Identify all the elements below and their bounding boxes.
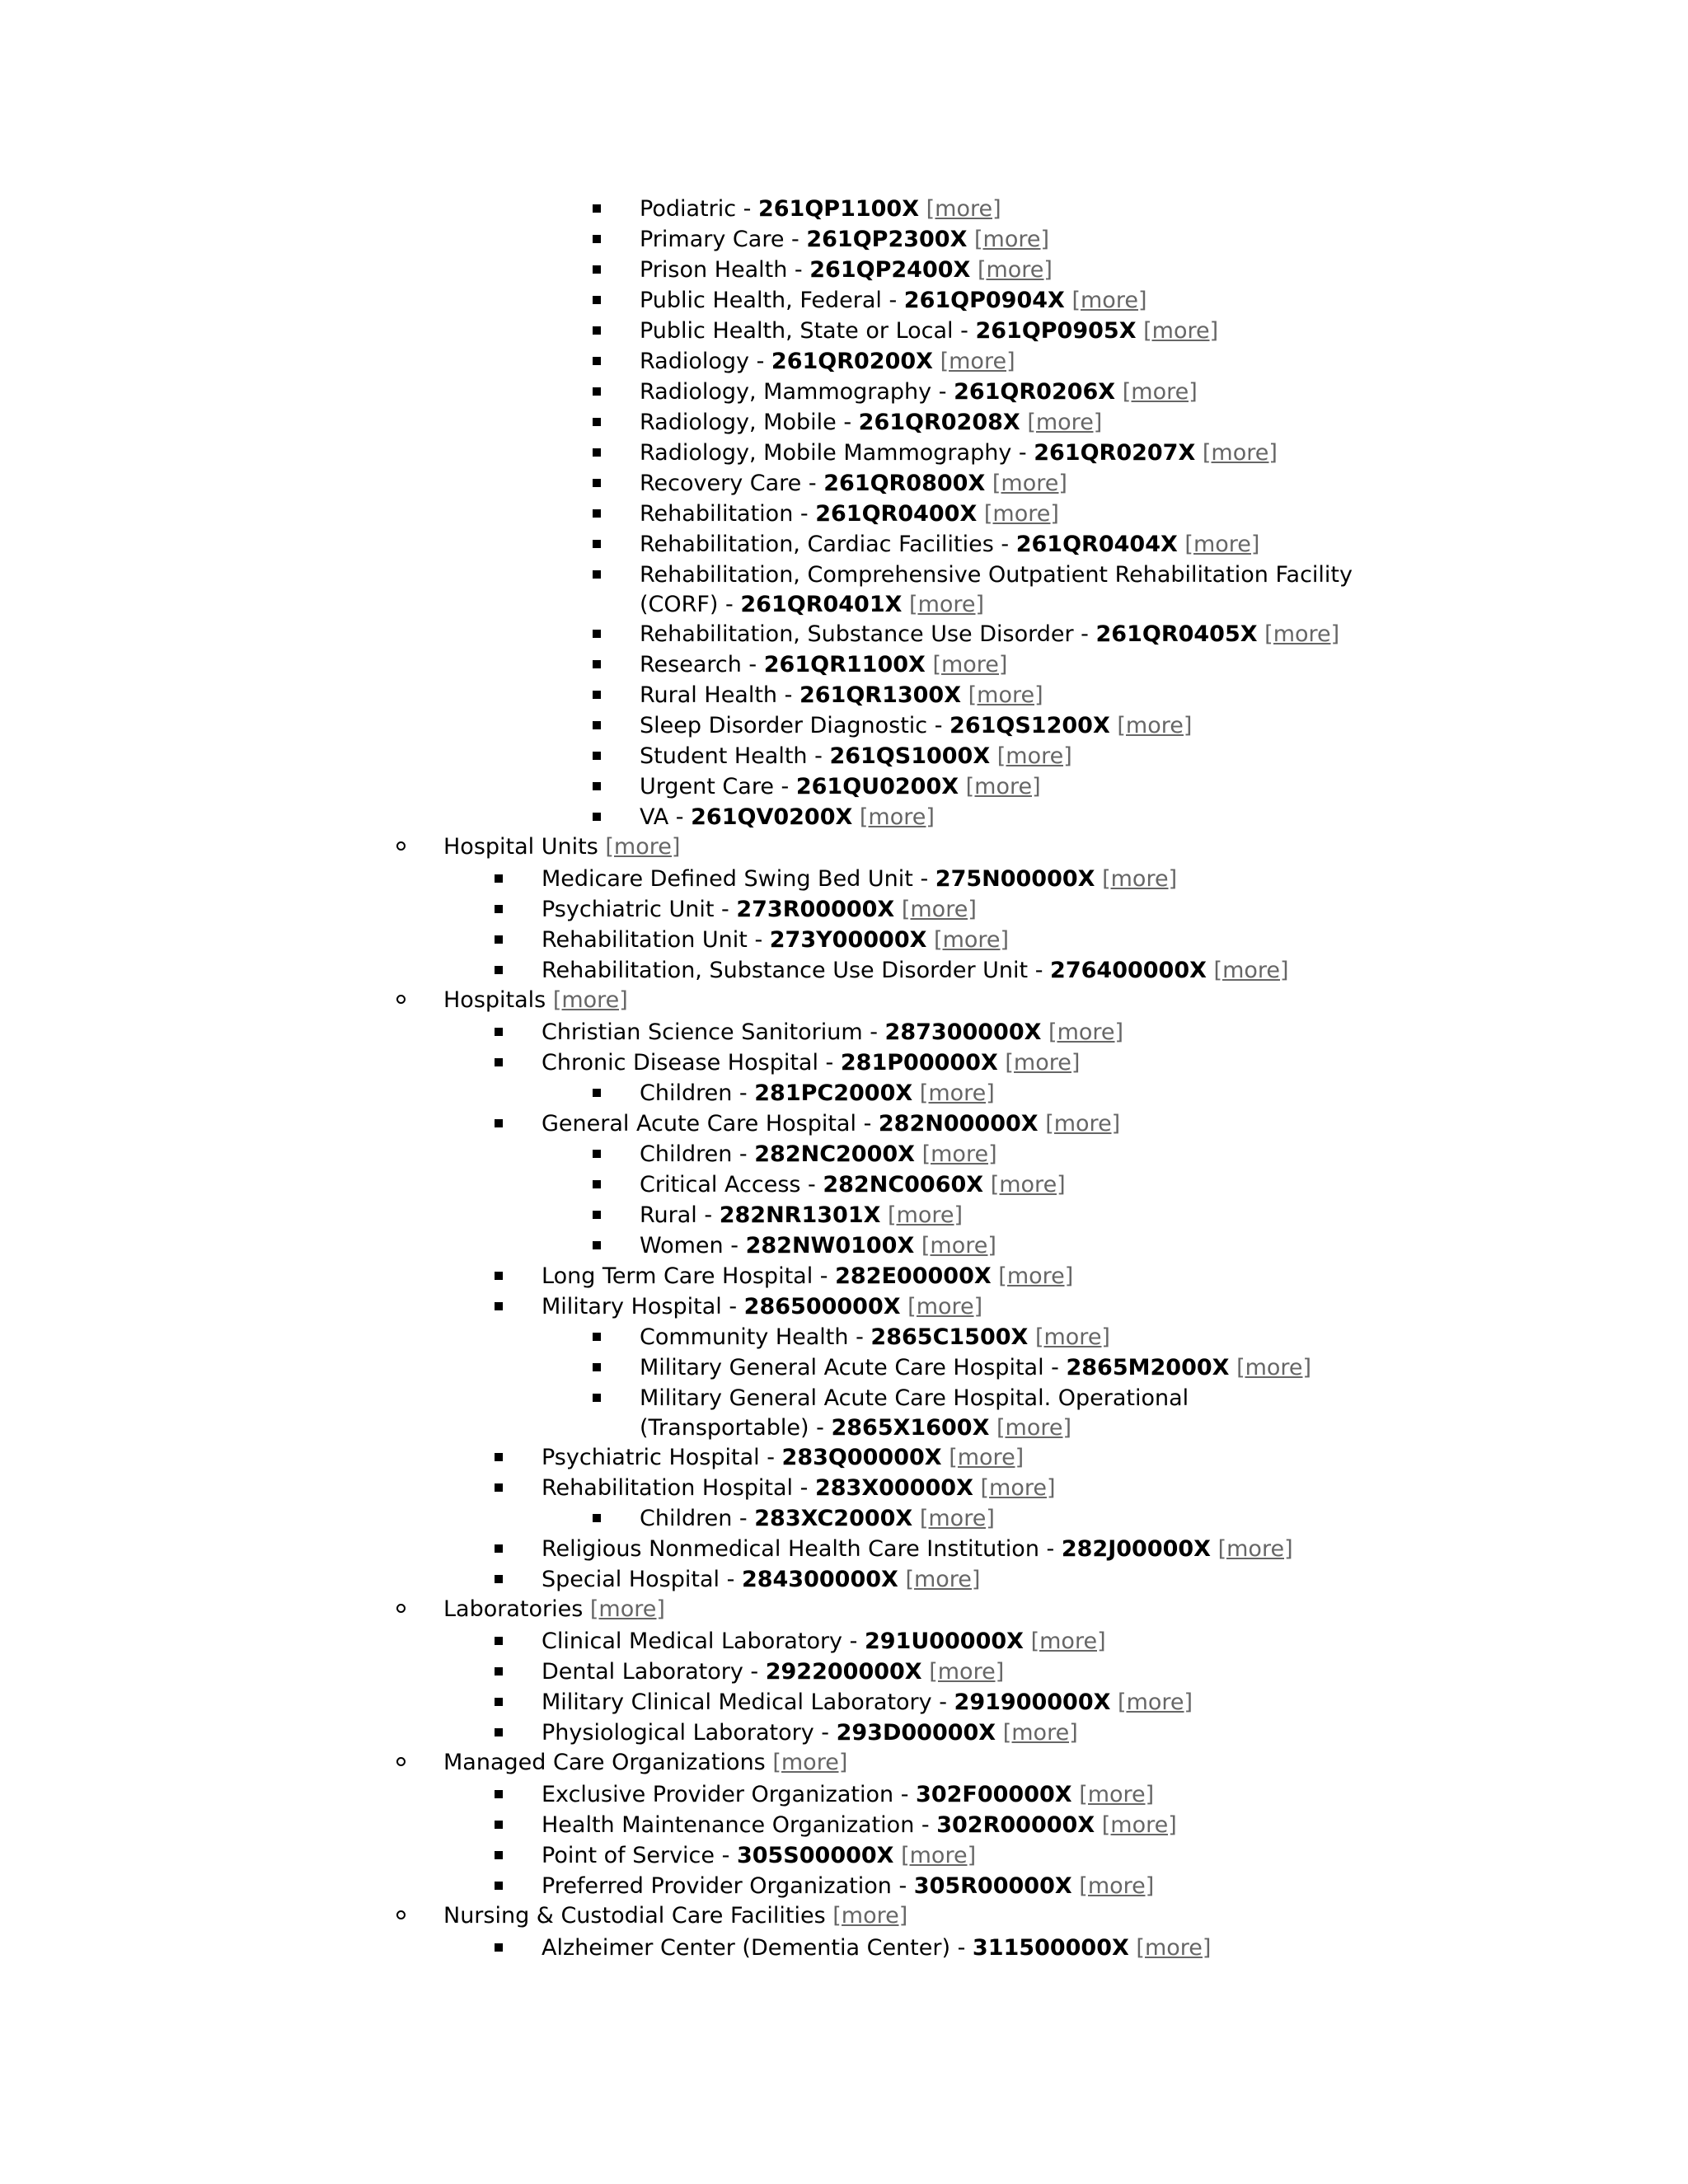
- item-text: [443, 1595, 665, 1624]
- square-bullet-icon: [593, 782, 601, 790]
- item-text: [640, 1323, 1110, 1352]
- item-label: Prison Health -: [640, 257, 810, 283]
- taxonomy-code: 293D00000X: [836, 1720, 996, 1746]
- square-bullet-icon: [495, 1483, 503, 1492]
- item-text: [640, 650, 1007, 680]
- item-label: Research -: [640, 652, 764, 677]
- item-label: Critical Access -: [640, 1172, 823, 1197]
- item-label: Urgent Care -: [640, 774, 796, 799]
- more-link[interactable]: [more]: [901, 1843, 977, 1868]
- item-label: Student Health -: [640, 743, 830, 769]
- taxonomy-code: 302F00000X: [916, 1782, 1072, 1807]
- square-bullet-icon: [495, 874, 503, 883]
- taxonomy-code: 261QR0400X: [815, 501, 978, 527]
- taxonomy-code: 261QR0405X: [1095, 621, 1258, 647]
- taxonomy-code: 261QR0401X: [740, 592, 903, 617]
- item-label: Special Hospital -: [542, 1567, 742, 1592]
- more-link[interactable]: [more]: [772, 1750, 848, 1775]
- square-bullet-icon: [495, 935, 503, 944]
- item-text: [542, 1474, 1056, 1503]
- item-label: Women -: [640, 1233, 746, 1258]
- square-bullet-icon: [495, 1882, 503, 1890]
- square-bullet-icon: [495, 1637, 503, 1645]
- square-bullet-icon: [593, 660, 601, 668]
- item-label: VA -: [640, 804, 692, 830]
- item-text: [542, 1109, 1120, 1139]
- more-link[interactable]: [more]: [1143, 318, 1219, 344]
- item-text: [542, 1872, 1154, 1901]
- item-label: Psychiatric Hospital -: [542, 1445, 782, 1470]
- more-link[interactable]: [more]: [983, 501, 1059, 527]
- item-label: Rehabilitation Unit -: [542, 927, 770, 953]
- item-label: Rural Health -: [640, 682, 799, 708]
- circle-bullet-icon: [396, 1757, 406, 1766]
- item-label: Recovery Care -: [640, 471, 824, 496]
- taxonomy-code: 302R00000X: [936, 1812, 1095, 1838]
- more-link[interactable]: [more]: [998, 1263, 1074, 1289]
- more-link[interactable]: [more]: [1034, 1324, 1110, 1350]
- taxonomy-code: 2865M2000X: [1066, 1355, 1230, 1380]
- square-bullet-icon: [495, 1058, 503, 1066]
- item-text: [640, 255, 1053, 285]
- square-bullet-icon: [593, 540, 601, 548]
- item-label: Rehabilitation, Substance Use Disorder Unit -: [542, 958, 1051, 983]
- item-label: Rehabilitation, Substance Use Disorder -: [640, 621, 1096, 647]
- taxonomy-code: 261QV0200X: [691, 804, 853, 830]
- more-link[interactable]: [more]: [1117, 713, 1193, 738]
- taxonomy-code: 261QR0208X: [858, 410, 1020, 435]
- more-link[interactable]: [more]: [926, 196, 1001, 222]
- more-link[interactable]: [more]: [859, 804, 935, 830]
- taxonomy-code: 311500000X: [972, 1935, 1129, 1961]
- taxonomy-code: 291U00000X: [864, 1629, 1024, 1654]
- item-text: [640, 530, 1259, 560]
- taxonomy-code: 261QR0404X: [1015, 532, 1178, 557]
- item-text: [640, 711, 1192, 741]
- more-link[interactable]: [more]: [932, 652, 1008, 677]
- taxonomy-code: 276400000X: [1050, 958, 1207, 983]
- item-text: [640, 316, 1218, 346]
- item-label: Radiology, Mobile -: [640, 410, 859, 435]
- item-text: [640, 1201, 963, 1230]
- more-link[interactable]: [more]: [1122, 379, 1198, 405]
- more-link[interactable]: [more]: [1079, 1873, 1155, 1899]
- item-label: Chronic Disease Hospital -: [542, 1050, 841, 1076]
- item-label: Hospital Units: [443, 834, 606, 860]
- more-link[interactable]: [more]: [921, 1141, 997, 1167]
- item-text: [640, 1079, 995, 1108]
- taxonomy-code: 282J00000X: [1061, 1536, 1211, 1562]
- item-label: Nursing & Custodial Care Facilities: [443, 1903, 833, 1929]
- item-text: [542, 926, 1009, 955]
- item-text: [640, 286, 1146, 316]
- item-text: [542, 1292, 982, 1322]
- taxonomy-code: 282N00000X: [878, 1111, 1039, 1137]
- square-bullet-icon: [593, 752, 601, 760]
- item-label: Public Health, State or Local -: [640, 318, 976, 344]
- more-link[interactable]: [more]: [1045, 1111, 1121, 1137]
- item-label: Podiatric -: [640, 196, 758, 222]
- more-link[interactable]: [more]: [990, 1172, 1066, 1197]
- more-link[interactable]: [more]: [1202, 440, 1278, 466]
- more-link[interactable]: [more]: [1184, 532, 1260, 557]
- item-text: [542, 1933, 1211, 1963]
- item-text: [640, 194, 1001, 224]
- taxonomy-code: 275N00000X: [935, 866, 1095, 892]
- square-bullet-icon: [593, 1514, 601, 1522]
- taxonomy-code: 261QP2400X: [809, 257, 971, 283]
- item-text: [542, 1718, 1078, 1748]
- square-bullet-icon: [593, 296, 601, 304]
- more-link[interactable]: [more]: [1236, 1355, 1312, 1380]
- circle-bullet-icon: [396, 995, 406, 1004]
- more-link[interactable]: [more]: [1048, 1019, 1124, 1045]
- item-text: [542, 1688, 1193, 1718]
- square-bullet-icon: [593, 1180, 601, 1188]
- square-bullet-icon: [593, 387, 601, 396]
- taxonomy-code: 282NC0060X: [823, 1172, 984, 1197]
- more-link[interactable]: [more]: [949, 1445, 1025, 1470]
- taxonomy-code: 261QS1200X: [950, 713, 1110, 738]
- item-label: Radiology, Mammography -: [640, 379, 954, 405]
- more-link[interactable]: [more]: [919, 1080, 995, 1106]
- taxonomy-code: 282NW0100X: [745, 1233, 915, 1258]
- taxonomy-code: 261QP2300X: [806, 227, 968, 252]
- item-label: Rehabilitation, Comprehensive Outpatient Rehabilitation Facility: [640, 562, 1353, 588]
- more-link[interactable]: [more]: [940, 349, 1015, 374]
- item-text: [542, 1565, 980, 1595]
- item-text: [640, 438, 1278, 468]
- item-label: Military Clinical Medical Laboratory -: [542, 1690, 954, 1715]
- more-link[interactable]: [more]: [1213, 958, 1289, 983]
- square-bullet-icon: [495, 1453, 503, 1461]
- item-label: Clinical Medical Laboratory -: [542, 1629, 865, 1654]
- more-link[interactable]: [more]: [1002, 1720, 1078, 1746]
- item-text: [542, 1048, 1080, 1078]
- more-link[interactable]: [more]: [832, 1903, 908, 1929]
- square-bullet-icon: [495, 1544, 503, 1553]
- square-bullet-icon: [593, 1394, 601, 1402]
- item-label: Rural -: [640, 1202, 720, 1228]
- square-bullet-icon: [495, 1028, 503, 1036]
- square-bullet-icon: [593, 265, 601, 274]
- item-label: Health Maintenance Organization -: [542, 1812, 937, 1838]
- item-text: [443, 832, 680, 862]
- item-label: Military Hospital -: [542, 1294, 744, 1319]
- item-label: Radiology -: [640, 349, 771, 374]
- item-text-continued: [640, 1413, 1071, 1443]
- item-text: [640, 1504, 995, 1534]
- circle-bullet-icon: [396, 841, 406, 851]
- taxonomy-code: 261QR0800X: [823, 471, 986, 496]
- item-text: [542, 865, 1177, 894]
- taxonomy-code: 281P00000X: [840, 1050, 998, 1076]
- item-text: [640, 469, 1067, 499]
- taxonomy-code: 292200000X: [765, 1659, 922, 1685]
- square-bullet-icon: [495, 1575, 503, 1583]
- item-text: [640, 347, 1015, 377]
- taxonomy-code: 273Y00000X: [769, 927, 927, 953]
- square-bullet-icon: [495, 966, 503, 974]
- square-bullet-icon: [593, 1089, 601, 1097]
- square-bullet-icon: [495, 1728, 503, 1736]
- more-link[interactable]: [more]: [1101, 1812, 1177, 1838]
- item-text: [542, 1018, 1123, 1047]
- item-label: Military General Acute Care Hospital. Operational: [640, 1385, 1189, 1411]
- item-text: [542, 1443, 1024, 1473]
- taxonomy-code: 284300000X: [741, 1567, 898, 1592]
- more-link[interactable]: [more]: [921, 1233, 996, 1258]
- more-link[interactable]: [more]: [934, 927, 1010, 953]
- item-label: Community Health -: [640, 1324, 871, 1350]
- item-text: [640, 560, 1353, 590]
- more-link[interactable]: [more]: [974, 227, 1050, 252]
- square-bullet-icon: [495, 1119, 503, 1127]
- item-text: [542, 1535, 1293, 1564]
- more-link[interactable]: [more]: [1071, 288, 1147, 313]
- item-text: [640, 1384, 1189, 1413]
- taxonomy-code: 305R00000X: [913, 1873, 1072, 1899]
- item-text: [640, 1231, 996, 1261]
- item-text: [443, 986, 628, 1015]
- more-link[interactable]: [more]: [905, 1567, 981, 1592]
- taxonomy-code: 282E00000X: [835, 1263, 992, 1289]
- taxonomy-code: 282NC2000X: [754, 1141, 915, 1167]
- more-link[interactable]: [more]: [1027, 410, 1103, 435]
- item-label: Managed Care Organizations: [443, 1750, 773, 1775]
- item-label: Laboratories: [443, 1596, 590, 1622]
- item-text: [640, 681, 1043, 710]
- item-text: [640, 1170, 1066, 1200]
- item-text: [640, 499, 1059, 529]
- item-label: Rehabilitation -: [640, 501, 816, 527]
- more-link[interactable]: [more]: [909, 592, 985, 617]
- square-bullet-icon: [495, 1821, 503, 1829]
- square-bullet-icon: [593, 721, 601, 729]
- square-bullet-icon: [495, 1698, 503, 1706]
- more-link[interactable]: [more]: [968, 682, 1043, 708]
- more-link[interactable]: [more]: [1030, 1629, 1106, 1654]
- square-bullet-icon: [593, 570, 601, 579]
- taxonomy-code: 261QP1100X: [757, 196, 920, 222]
- more-link[interactable]: [more]: [552, 987, 628, 1013]
- item-text: [542, 1627, 1106, 1657]
- item-label: Rehabilitation, Cardiac Facilities -: [640, 532, 1016, 557]
- square-bullet-icon: [593, 357, 601, 365]
- more-link[interactable]: [more]: [1264, 621, 1340, 647]
- more-link[interactable]: [more]: [992, 471, 1067, 496]
- item-text: [443, 1901, 907, 1931]
- item-label: Exclusive Provider Organization -: [542, 1782, 917, 1807]
- item-text: [640, 408, 1102, 438]
- more-link[interactable]: [more]: [1102, 866, 1178, 892]
- item-label: Children -: [640, 1141, 755, 1167]
- square-bullet-icon: [593, 235, 601, 243]
- more-link[interactable]: [more]: [901, 897, 977, 922]
- item-text: [640, 225, 1049, 255]
- item-text: [542, 1780, 1154, 1810]
- item-label: Primary Care -: [640, 227, 807, 252]
- square-bullet-icon: [593, 691, 601, 699]
- square-bullet-icon: [593, 1211, 601, 1219]
- square-bullet-icon: [593, 326, 601, 335]
- more-link[interactable]: [more]: [996, 1415, 1072, 1441]
- item-label: Radiology, Mobile Mammography -: [640, 440, 1034, 466]
- square-bullet-icon: [495, 1943, 503, 1952]
- more-link[interactable]: [more]: [888, 1202, 964, 1228]
- square-bullet-icon: [593, 813, 601, 821]
- more-link[interactable]: [more]: [1079, 1782, 1155, 1807]
- item-label: Military General Acute Care Hospital -: [640, 1355, 1067, 1380]
- more-link[interactable]: [more]: [996, 743, 1072, 769]
- item-label: Dental Laboratory -: [542, 1659, 766, 1685]
- more-link[interactable]: [more]: [907, 1294, 983, 1319]
- square-bullet-icon: [593, 479, 601, 487]
- item-text: [640, 1140, 997, 1169]
- square-bullet-icon: [593, 1241, 601, 1249]
- taxonomy-code: 283X00000X: [814, 1475, 973, 1501]
- square-bullet-icon: [495, 1272, 503, 1280]
- square-bullet-icon: [593, 1333, 601, 1341]
- square-bullet-icon: [495, 1790, 503, 1798]
- item-label: Children -: [640, 1080, 755, 1106]
- taxonomy-code: 287300000X: [884, 1019, 1042, 1045]
- taxonomy-code: 261QU0200X: [795, 774, 959, 799]
- item-label: Psychiatric Unit -: [542, 897, 737, 922]
- item-text: [542, 895, 977, 925]
- item-label-continued: (Transportable) -: [640, 1415, 832, 1441]
- more-link[interactable]: [more]: [919, 1506, 995, 1531]
- item-label: Preferred Provider Organization -: [542, 1873, 914, 1899]
- circle-bullet-icon: [396, 1604, 406, 1613]
- item-label: Medicare Defined Swing Bed Unit -: [542, 866, 935, 892]
- square-bullet-icon: [593, 630, 601, 638]
- taxonomy-code: 283Q00000X: [781, 1445, 942, 1470]
- square-bullet-icon: [593, 1363, 601, 1371]
- more-link[interactable]: [more]: [589, 1596, 665, 1622]
- item-label: Rehabilitation Hospital -: [542, 1475, 815, 1501]
- square-bullet-icon: [593, 509, 601, 518]
- taxonomy-code: 261QR0206X: [954, 379, 1116, 405]
- item-label: Physiological Laboratory -: [542, 1720, 837, 1746]
- square-bullet-icon: [495, 1667, 503, 1675]
- taxonomy-code: 261QR1300X: [799, 682, 962, 708]
- item-label: Public Health, Federal -: [640, 288, 904, 313]
- square-bullet-icon: [593, 204, 601, 213]
- item-text: [640, 803, 935, 832]
- taxonomy-code: 281PC2000X: [754, 1080, 913, 1106]
- item-text: [542, 956, 1289, 986]
- taxonomy-code: 261QS1000X: [829, 743, 991, 769]
- more-link[interactable]: [more]: [1136, 1935, 1212, 1961]
- item-label: Sleep Disorder Diagnostic -: [640, 713, 950, 738]
- taxonomy-code: 291900000X: [954, 1690, 1111, 1715]
- item-label: Hospitals: [443, 987, 553, 1013]
- square-bullet-icon: [495, 905, 503, 913]
- taxonomy-code: 305S00000X: [736, 1843, 894, 1868]
- taxonomy-code: 261QP0904X: [903, 288, 1065, 313]
- taxonomy-code: 2865X1600X: [831, 1415, 990, 1441]
- taxonomy-code: 261QR0200X: [771, 349, 933, 374]
- more-link[interactable]: [more]: [605, 834, 681, 860]
- item-text: [640, 772, 1041, 802]
- more-link[interactable]: [more]: [977, 257, 1053, 283]
- taxonomy-code: 286500000X: [743, 1294, 901, 1319]
- taxonomy-code: 282NR1301X: [719, 1202, 881, 1228]
- item-label: Christian Science Sanitorium -: [542, 1019, 885, 1045]
- item-label: Children -: [640, 1506, 755, 1531]
- item-text: [542, 1262, 1073, 1291]
- square-bullet-icon: [593, 418, 601, 426]
- more-link[interactable]: [more]: [929, 1659, 1005, 1685]
- item-label: General Acute Care Hospital -: [542, 1111, 879, 1137]
- taxonomy-code: 261QP0905X: [975, 318, 1137, 344]
- item-text: [640, 742, 1072, 771]
- item-text: [640, 377, 1198, 407]
- item-label: Point of Service -: [542, 1843, 737, 1868]
- taxonomy-code: 273R00000X: [736, 897, 895, 922]
- item-text: [542, 1841, 976, 1871]
- more-link[interactable]: [more]: [980, 1475, 1056, 1501]
- item-text: [542, 1811, 1177, 1840]
- item-label-continued: (CORF) -: [640, 592, 741, 617]
- item-text: [542, 1657, 1004, 1687]
- more-link[interactable]: [more]: [1118, 1690, 1193, 1715]
- more-link[interactable]: [more]: [965, 774, 1041, 799]
- square-bullet-icon: [495, 1302, 503, 1310]
- more-link[interactable]: [more]: [1217, 1536, 1293, 1562]
- square-bullet-icon: [593, 1150, 601, 1158]
- square-bullet-icon: [495, 1851, 503, 1859]
- item-text: [640, 620, 1339, 649]
- item-text-continued: [640, 590, 984, 620]
- square-bullet-icon: [593, 448, 601, 457]
- item-text: [640, 1353, 1311, 1383]
- taxonomy-code: 283XC2000X: [754, 1506, 913, 1531]
- more-link[interactable]: [more]: [1005, 1050, 1081, 1076]
- circle-bullet-icon: [396, 1910, 406, 1919]
- item-label: Long Term Care Hospital -: [542, 1263, 836, 1289]
- item-text: [443, 1748, 847, 1778]
- taxonomy-code: 2865C1500X: [870, 1324, 1029, 1350]
- taxonomy-code: 261QR1100X: [763, 652, 926, 677]
- taxonomy-code: 261QR0207X: [1034, 440, 1196, 466]
- item-label: Alzheimer Center (Dementia Center) -: [542, 1935, 973, 1961]
- item-label: Religious Nonmedical Health Care Institution -: [542, 1536, 1062, 1562]
